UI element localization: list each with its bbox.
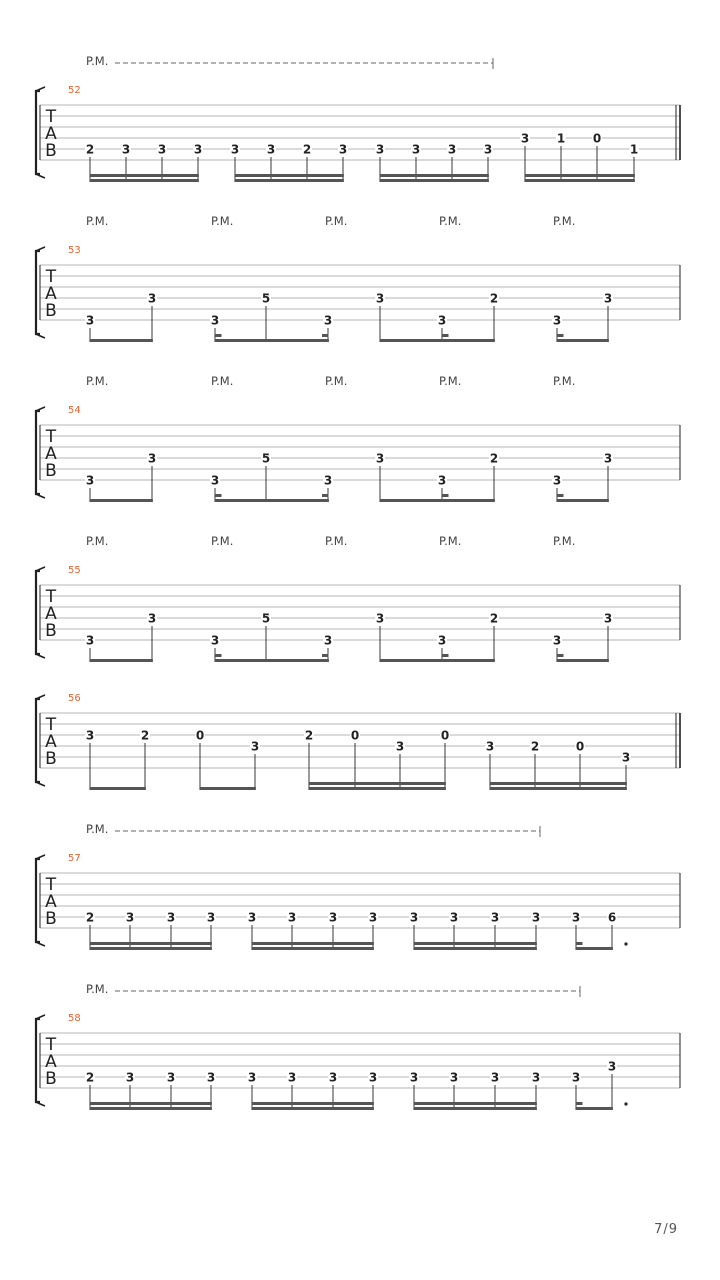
- palm-mute-label: P.M.: [86, 374, 109, 388]
- beam-stub: [322, 654, 329, 657]
- tab-clef-b: B: [45, 909, 57, 929]
- beam-stub: [557, 494, 564, 497]
- fret-number: 3: [206, 910, 216, 925]
- palm-mute-label: P.M.: [553, 214, 576, 228]
- fret-number: 2: [85, 142, 95, 157]
- fret-number: 2: [302, 142, 312, 157]
- rhythm-dot: [624, 942, 627, 945]
- fret-number: 3: [230, 142, 240, 157]
- system-bracket: [36, 411, 40, 494]
- measure-number: 56: [68, 693, 81, 704]
- palm-mute-label: P.M.: [86, 822, 109, 836]
- fret-number: 3: [449, 1070, 459, 1085]
- fret-number: 2: [304, 728, 314, 743]
- fret-number: 3: [121, 142, 131, 157]
- beam-stub: [215, 494, 222, 497]
- fret-number: 2: [530, 739, 540, 754]
- palm-mute-label: P.M.: [211, 534, 234, 548]
- tab-clef-a: A: [45, 732, 57, 752]
- beam: [252, 942, 374, 945]
- fret-number: 3: [85, 313, 95, 328]
- tab-system-53: [36, 214, 680, 342]
- fret-number: 2: [140, 728, 150, 743]
- tab-system-56: [36, 693, 680, 790]
- palm-mute-label: P.M.: [553, 534, 576, 548]
- fret-number: 3: [85, 633, 95, 648]
- fret-number: 1: [556, 131, 566, 146]
- palm-mute-label: P.M.: [325, 374, 348, 388]
- fret-number: 3: [323, 633, 333, 648]
- fret-number: 2: [85, 1070, 95, 1085]
- tab-clef-a: A: [45, 1052, 57, 1072]
- tab-clef-t: T: [45, 587, 57, 607]
- fret-number: 3: [552, 473, 562, 488]
- rhythm-dot: [624, 1102, 627, 1105]
- beam: [380, 659, 495, 662]
- tab-system-54: [36, 374, 680, 502]
- tab-clef-t: T: [45, 715, 57, 735]
- beam: [90, 1102, 212, 1105]
- fret-number: 3: [411, 142, 421, 157]
- fret-number: 3: [490, 910, 500, 925]
- fret-number: 3: [485, 739, 495, 754]
- fret-number: 3: [166, 910, 176, 925]
- beam: [525, 179, 635, 182]
- fret-number: 5: [261, 611, 271, 626]
- fret-number: 3: [603, 291, 613, 306]
- tab-clef-b: B: [45, 461, 57, 481]
- fret-number: 3: [287, 910, 297, 925]
- fret-number: 3: [409, 910, 419, 925]
- beam: [525, 174, 635, 177]
- fret-number: 3: [323, 313, 333, 328]
- beam: [90, 179, 199, 182]
- fret-number: 3: [147, 291, 157, 306]
- palm-mute-label: P.M.: [553, 374, 576, 388]
- fret-number: 3: [552, 633, 562, 648]
- tab-clef-t: T: [45, 107, 57, 127]
- beam-stub: [442, 334, 449, 337]
- fret-number: 3: [210, 633, 220, 648]
- beam: [309, 787, 446, 790]
- tab-clef-t: T: [45, 875, 57, 895]
- fret-number: 3: [166, 1070, 176, 1085]
- fret-number: 3: [437, 313, 447, 328]
- tab-system-55: [36, 534, 680, 662]
- tab-clef-b: B: [45, 141, 57, 161]
- beam: [90, 339, 153, 342]
- fret-number: 6: [607, 910, 617, 925]
- fret-number: 3: [375, 142, 385, 157]
- tab-clef-t: T: [45, 1035, 57, 1055]
- measure-number: 52: [68, 85, 81, 96]
- tab-system-52: [36, 54, 680, 182]
- fret-number: 2: [489, 611, 499, 626]
- fret-number: 3: [409, 1070, 419, 1085]
- fret-number: 3: [531, 1070, 541, 1085]
- beam: [90, 499, 153, 502]
- beam: [309, 782, 446, 785]
- fret-number: 3: [395, 739, 405, 754]
- fret-number: 3: [206, 1070, 216, 1085]
- fret-number: 3: [125, 1070, 135, 1085]
- fret-number: 5: [261, 451, 271, 466]
- fret-number: 3: [520, 131, 530, 146]
- fret-number: 3: [571, 910, 581, 925]
- tab-clef-a: A: [45, 284, 57, 304]
- fret-number: 3: [375, 291, 385, 306]
- beam-stub: [576, 1102, 583, 1105]
- system-bracket: [36, 699, 40, 782]
- palm-mute-label: P.M.: [439, 534, 462, 548]
- system-bracket: [36, 859, 40, 942]
- tab-system-58: [36, 982, 680, 1110]
- beam: [215, 659, 329, 662]
- beam: [90, 787, 146, 790]
- fret-number: 3: [328, 910, 338, 925]
- beam: [490, 787, 627, 790]
- beam: [414, 947, 537, 950]
- beam: [235, 174, 344, 177]
- beam: [414, 1107, 537, 1110]
- measure-number: 53: [68, 245, 81, 256]
- tab-clef-b: B: [45, 749, 57, 769]
- fret-number: 3: [266, 142, 276, 157]
- fret-number: 3: [85, 728, 95, 743]
- fret-number: 3: [621, 750, 631, 765]
- beam: [490, 782, 627, 785]
- page-number: 7/9: [654, 1222, 678, 1237]
- fret-number: 0: [592, 131, 602, 146]
- beam: [414, 1102, 537, 1105]
- fret-number: 0: [195, 728, 205, 743]
- fret-number: 3: [552, 313, 562, 328]
- fret-number: 3: [193, 142, 203, 157]
- fret-number: 3: [571, 1070, 581, 1085]
- beam-stub: [322, 494, 329, 497]
- fret-number: 3: [147, 611, 157, 626]
- beam: [380, 174, 489, 177]
- system-bracket: [36, 571, 40, 654]
- fret-number: 2: [489, 291, 499, 306]
- tab-clef-a: A: [45, 892, 57, 912]
- palm-mute-label: P.M.: [211, 374, 234, 388]
- palm-mute-label: P.M.: [325, 534, 348, 548]
- beam-stub: [442, 494, 449, 497]
- fret-number: 3: [368, 1070, 378, 1085]
- fret-number: 3: [368, 910, 378, 925]
- fret-number: 3: [603, 611, 613, 626]
- fret-number: 2: [85, 910, 95, 925]
- beam: [215, 499, 329, 502]
- fret-number: 3: [125, 910, 135, 925]
- fret-number: 3: [85, 473, 95, 488]
- system-bracket: [36, 1019, 40, 1102]
- palm-mute-label: P.M.: [86, 534, 109, 548]
- fret-number: 3: [437, 473, 447, 488]
- tab-clef-a: A: [45, 124, 57, 144]
- beam: [90, 947, 212, 950]
- tab-clef-a: A: [45, 604, 57, 624]
- beam-stub: [576, 942, 583, 945]
- fret-number: 3: [210, 313, 220, 328]
- fret-number: 3: [449, 910, 459, 925]
- fret-number: 2: [489, 451, 499, 466]
- fret-number: 3: [338, 142, 348, 157]
- fret-number: 3: [483, 142, 493, 157]
- fret-number: 5: [261, 291, 271, 306]
- tab-clef-t: T: [45, 427, 57, 447]
- measure-number: 55: [68, 565, 81, 576]
- palm-mute-label: P.M.: [325, 214, 348, 228]
- beam-stub: [557, 654, 564, 657]
- measure-number: 57: [68, 853, 81, 864]
- beam-stub: [442, 654, 449, 657]
- beam: [200, 787, 256, 790]
- palm-mute-label: P.M.: [86, 54, 109, 68]
- beam: [380, 179, 489, 182]
- beam: [90, 659, 153, 662]
- fret-number: 1: [629, 142, 639, 157]
- fret-number: 3: [531, 910, 541, 925]
- tab-clef-b: B: [45, 1069, 57, 1089]
- beam-stub: [215, 334, 222, 337]
- fret-number: 3: [157, 142, 167, 157]
- beam: [557, 339, 609, 342]
- palm-mute-label: P.M.: [86, 214, 109, 228]
- beam-stub: [557, 334, 564, 337]
- beam: [235, 179, 344, 182]
- measure-number: 54: [68, 405, 81, 416]
- tab-clef-a: A: [45, 444, 57, 464]
- palm-mute-label: P.M.: [439, 214, 462, 228]
- beam: [252, 947, 374, 950]
- beam-stub: [215, 654, 222, 657]
- beam: [414, 942, 537, 945]
- fret-number: 3: [607, 1059, 617, 1074]
- beam: [252, 1102, 374, 1105]
- system-bracket: [36, 251, 40, 334]
- fret-number: 3: [210, 473, 220, 488]
- fret-number: 3: [437, 633, 447, 648]
- fret-number: 3: [328, 1070, 338, 1085]
- fret-number: 3: [447, 142, 457, 157]
- beam: [576, 1107, 613, 1110]
- tab-clef-b: B: [45, 301, 57, 321]
- fret-number: 0: [350, 728, 360, 743]
- tab-clef-t: T: [45, 267, 57, 287]
- tab-system-57: [36, 822, 680, 950]
- beam: [576, 947, 613, 950]
- system-bracket: [36, 91, 40, 174]
- fret-number: 3: [287, 1070, 297, 1085]
- palm-mute-label: P.M.: [439, 374, 462, 388]
- fret-number: 3: [147, 451, 157, 466]
- fret-number: 3: [603, 451, 613, 466]
- beam: [557, 659, 609, 662]
- beam: [215, 339, 329, 342]
- fret-number: 3: [375, 611, 385, 626]
- tab-clef-b: B: [45, 621, 57, 641]
- palm-mute-label: P.M.: [86, 982, 109, 996]
- fret-number: 3: [375, 451, 385, 466]
- beam: [90, 942, 212, 945]
- fret-number: 3: [490, 1070, 500, 1085]
- beam: [380, 499, 495, 502]
- fret-number: 3: [247, 1070, 257, 1085]
- palm-mute-label: P.M.: [211, 214, 234, 228]
- beam: [252, 1107, 374, 1110]
- beam: [380, 339, 495, 342]
- beam: [90, 1107, 212, 1110]
- fret-number: 3: [250, 739, 260, 754]
- beam: [90, 174, 199, 177]
- beam-stub: [322, 334, 329, 337]
- measure-number: 58: [68, 1013, 81, 1024]
- fret-number: 3: [323, 473, 333, 488]
- fret-number: 3: [247, 910, 257, 925]
- fret-number: 0: [575, 739, 585, 754]
- fret-number: 0: [440, 728, 450, 743]
- beam: [557, 499, 609, 502]
